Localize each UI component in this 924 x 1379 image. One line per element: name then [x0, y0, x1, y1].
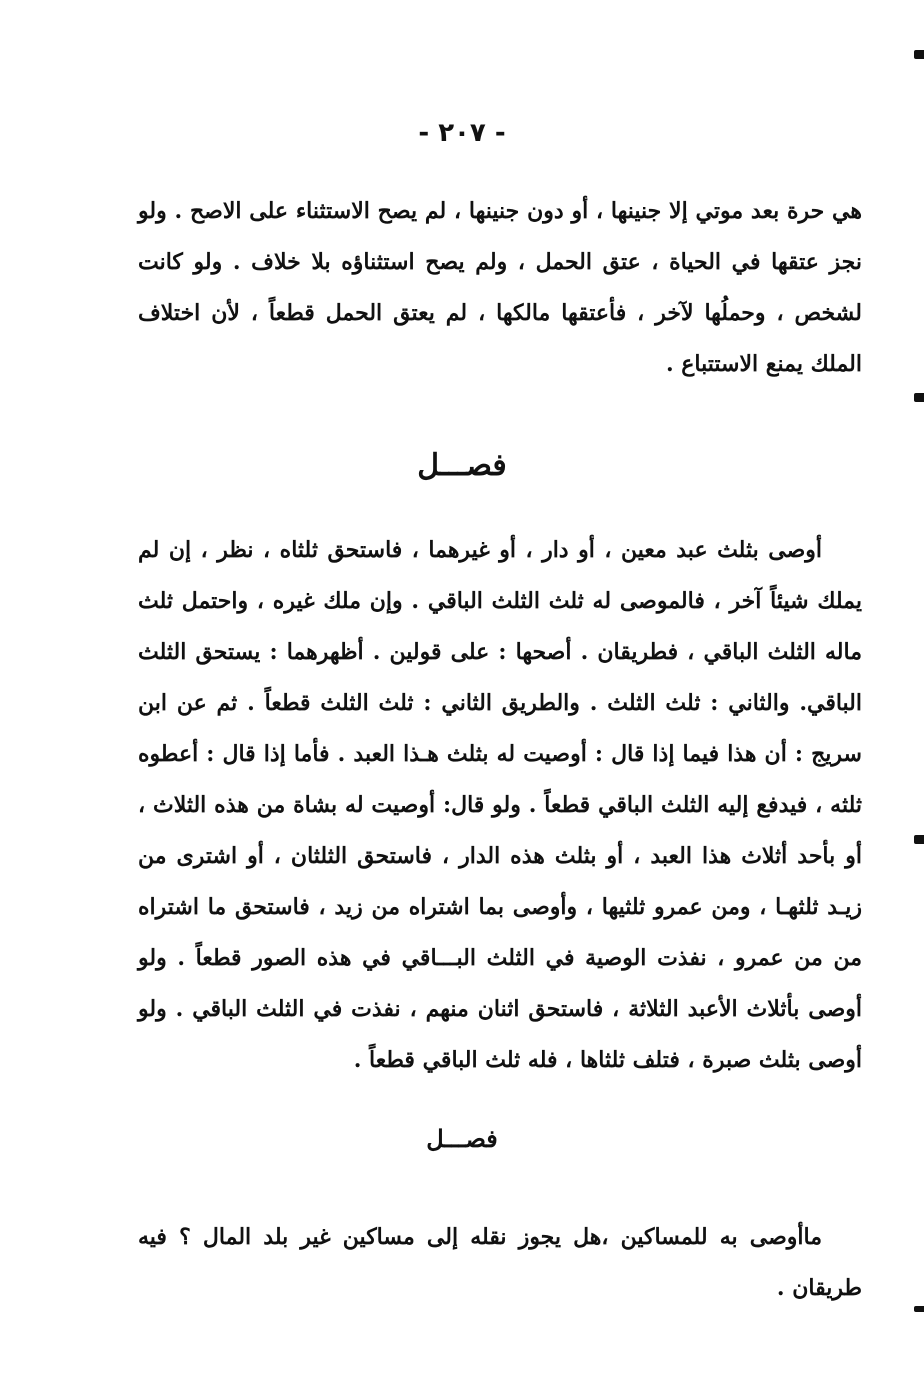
paragraph-2: أوصى بثلث عبد معين ، أو دار ، أو غيرهما ، فاستحق ثلثاه ، نظر ، إن لم يملك شيئاً آخر ، فالموصى له ثلث الثلث الباقي . وإن ملك غيره ، واحتمل ثلث ماله الثلث الباقي ، فطريقان . أصحها : على قولين . أظهرهما : يستحق الثلث الباقي. والثاني : ثلث الثلث . والطريق الثاني : ثلث الثلث قطعاً . ثم عن ابن سريج : أن هذا فيما إذا قال : أوصيت له بثلث هـذا العبد . فأما إذا قال : أعطوه ثلثه ، فيدفع إليه الثلث الباقي قطعاً . ولو قال: أوصيت له بشاة من هذه الثلاث ، أو بأحد أثلاث هذا العبد ، أو بثلث هذه الدار ، فاستحق الثلثان ، أو اشترى من زيـد ثلثهـا ، ومن عمرو ثلثيها ، وأوصى بما اشتراه من زيد ، فاستحق ما اشتراه من من عمرو ، نفذت الوصية في الثلث البـــاقي في هذه الصور قطعاً . ولو أوصى بأثلاث الأعبد الثلاثة ، فاستحق اثنان منهم ، نفذت في الثلث الباقي . ولو أوصى بثلث صبرة ، فتلف ثلثاها ، فله ثلث الباقي قطعاً .	[138, 537, 862, 1073]
section-heading-2: فصـــل	[426, 1124, 498, 1153]
page-number: - ٢٠٧ -	[418, 118, 506, 148]
scan-edge-mark	[914, 50, 924, 59]
paragraph-3: ماأوصى به للمساكين ،هل يجوز نقله إلى مساكين غير بلد المال ؟ فيه طريقان .	[138, 1224, 862, 1301]
scan-edge-mark	[914, 1306, 924, 1312]
scan-edge-mark	[914, 835, 924, 844]
paragraph-1: هي حرة بعد موتي إلا جنينها ، أو دون جنينها ، لم يصح الاستثناء على الاصح . ولو نجز عتقها في الحياة ، عتق الحمل ، ولم يصح استثناؤه بلا خلاف . ولو كانت لشخص ، وحملُها لآخر ، فأعتقها مالكها ، لم يعتق الحمل قطعاً ، لأن اختلاف الملك يمنع الاستتباع .	[138, 198, 862, 377]
section-heading-1: فصـــل	[417, 448, 507, 483]
scan-edge-mark	[914, 393, 924, 402]
